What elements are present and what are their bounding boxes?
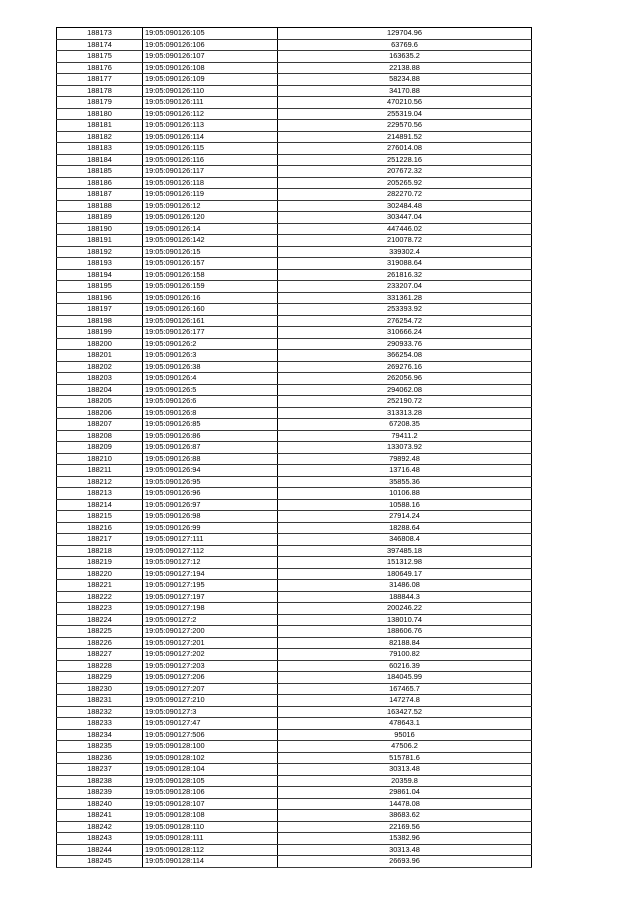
cadastral-number-cell: 19:05:090127:202 xyxy=(143,649,278,661)
table-row xyxy=(57,97,532,109)
row-id-cell: 188202 xyxy=(57,361,143,373)
row-id-cell: 188196 xyxy=(57,292,143,304)
value-cell: 397485.18 xyxy=(278,545,532,557)
value-cell: 26693.96 xyxy=(278,856,532,868)
value-cell: 276014.08 xyxy=(278,143,532,155)
row-id-cell: 188208 xyxy=(57,430,143,442)
value-cell: 14478.08 xyxy=(278,798,532,810)
cadastral-number-cell: 19:05:090127:47 xyxy=(143,718,278,730)
cadastral-number-cell: 19:05:090127:200 xyxy=(143,626,278,638)
row-id-cell: 188242 xyxy=(57,821,143,833)
row-id-cell: 188194 xyxy=(57,269,143,281)
value-cell: 255319.04 xyxy=(278,108,532,120)
value-cell: 346808.4 xyxy=(278,534,532,546)
table-row xyxy=(57,62,532,74)
row-id-cell: 188221 xyxy=(57,580,143,592)
row-id-cell: 188198 xyxy=(57,315,143,327)
cadastral-number-cell: 19:05:090126:38 xyxy=(143,361,278,373)
table-row xyxy=(57,580,532,592)
value-cell: 253393.92 xyxy=(278,304,532,316)
row-id-cell: 188188 xyxy=(57,200,143,212)
cadastral-number-cell: 19:05:090128:114 xyxy=(143,856,278,868)
table-row xyxy=(57,683,532,695)
table-row xyxy=(57,212,532,224)
cadastral-number-cell: 19:05:090127:207 xyxy=(143,683,278,695)
cadastral-number-cell: 19:05:090126:109 xyxy=(143,74,278,86)
table-row xyxy=(57,131,532,143)
cadastral-number-cell: 19:05:090126:87 xyxy=(143,442,278,454)
value-cell: 167465.7 xyxy=(278,683,532,695)
value-cell: 478643.1 xyxy=(278,718,532,730)
table-row xyxy=(57,246,532,258)
value-cell: 313313.28 xyxy=(278,407,532,419)
row-id-cell: 188231 xyxy=(57,695,143,707)
value-cell: 30313.48 xyxy=(278,844,532,856)
row-id-cell: 188203 xyxy=(57,373,143,385)
value-cell: 200246.22 xyxy=(278,603,532,615)
value-cell: 276254.72 xyxy=(278,315,532,327)
table-row xyxy=(57,649,532,661)
value-cell: 319088.64 xyxy=(278,258,532,270)
table-row xyxy=(57,223,532,235)
cadastral-number-cell: 19:05:090128:111 xyxy=(143,833,278,845)
table-row xyxy=(57,626,532,638)
table-row xyxy=(57,614,532,626)
value-cell: 58234.88 xyxy=(278,74,532,86)
cadastral-number-cell: 19:05:090126:97 xyxy=(143,499,278,511)
table-row xyxy=(57,292,532,304)
value-cell: 63769.6 xyxy=(278,39,532,51)
row-id-cell: 188227 xyxy=(57,649,143,661)
value-cell: 79100.82 xyxy=(278,649,532,661)
table-row xyxy=(57,706,532,718)
value-cell: 10106.88 xyxy=(278,488,532,500)
row-id-cell: 188192 xyxy=(57,246,143,258)
table-row xyxy=(57,695,532,707)
cadastral-number-cell: 19:05:090127:2 xyxy=(143,614,278,626)
cadastral-number-cell: 19:05:090128:105 xyxy=(143,775,278,787)
row-id-cell: 188232 xyxy=(57,706,143,718)
table-row xyxy=(57,465,532,477)
row-id-cell: 188190 xyxy=(57,223,143,235)
cadastral-number-cell: 19:05:090126:111 xyxy=(143,97,278,109)
cadastral-number-cell: 19:05:090127:111 xyxy=(143,534,278,546)
table-row xyxy=(57,200,532,212)
table-row xyxy=(57,591,532,603)
value-cell: 147274.8 xyxy=(278,695,532,707)
value-cell: 188844.3 xyxy=(278,591,532,603)
table-row xyxy=(57,361,532,373)
table-row xyxy=(57,85,532,97)
table-row xyxy=(57,189,532,201)
cadastral-number-cell: 19:05:090126:118 xyxy=(143,177,278,189)
row-id-cell: 188201 xyxy=(57,350,143,362)
cadastral-number-cell: 19:05:090127:203 xyxy=(143,660,278,672)
row-id-cell: 188218 xyxy=(57,545,143,557)
cadastral-number-cell: 19:05:090127:198 xyxy=(143,603,278,615)
cadastral-number-cell: 19:05:090126:94 xyxy=(143,465,278,477)
row-id-cell: 188216 xyxy=(57,522,143,534)
row-id-cell: 188200 xyxy=(57,338,143,350)
table-row xyxy=(57,534,532,546)
row-id-cell: 188224 xyxy=(57,614,143,626)
table-row xyxy=(57,798,532,810)
table-row xyxy=(57,568,532,580)
row-id-cell: 188209 xyxy=(57,442,143,454)
row-id-cell: 188210 xyxy=(57,453,143,465)
table-row xyxy=(57,51,532,63)
value-cell: 180649.17 xyxy=(278,568,532,580)
cadastral-number-cell: 19:05:090128:107 xyxy=(143,798,278,810)
table-row xyxy=(57,476,532,488)
row-id-cell: 188195 xyxy=(57,281,143,293)
table-row xyxy=(57,373,532,385)
cadastral-number-cell: 19:05:090126:108 xyxy=(143,62,278,74)
row-id-cell: 188173 xyxy=(57,28,143,40)
row-id-cell: 188220 xyxy=(57,568,143,580)
value-cell: 10588.16 xyxy=(278,499,532,511)
value-cell: 339302.4 xyxy=(278,246,532,258)
value-cell: 470210.56 xyxy=(278,97,532,109)
value-cell: 163635.2 xyxy=(278,51,532,63)
table-row xyxy=(57,304,532,316)
table-row xyxy=(57,603,532,615)
table-row xyxy=(57,453,532,465)
value-cell: 18288.64 xyxy=(278,522,532,534)
table-row xyxy=(57,281,532,293)
table-row xyxy=(57,810,532,822)
table-row xyxy=(57,637,532,649)
value-cell: 129704.96 xyxy=(278,28,532,40)
row-id-cell: 188240 xyxy=(57,798,143,810)
table-body xyxy=(57,28,532,868)
cadastral-number-cell: 19:05:090126:114 xyxy=(143,131,278,143)
cadastral-number-cell: 19:05:090127:201 xyxy=(143,637,278,649)
row-id-cell: 188191 xyxy=(57,235,143,247)
row-id-cell: 188237 xyxy=(57,764,143,776)
cadastral-number-cell: 19:05:090126:85 xyxy=(143,419,278,431)
table-row xyxy=(57,499,532,511)
table-row xyxy=(57,488,532,500)
row-id-cell: 188204 xyxy=(57,384,143,396)
row-id-cell: 188236 xyxy=(57,752,143,764)
row-id-cell: 188205 xyxy=(57,396,143,408)
row-id-cell: 188239 xyxy=(57,787,143,799)
row-id-cell: 188183 xyxy=(57,143,143,155)
cadastral-number-cell: 19:05:090127:210 xyxy=(143,695,278,707)
table-row xyxy=(57,154,532,166)
cadastral-number-cell: 19:05:090127:195 xyxy=(143,580,278,592)
row-id-cell: 188207 xyxy=(57,419,143,431)
table-row xyxy=(57,396,532,408)
value-cell: 261816.32 xyxy=(278,269,532,281)
table-row xyxy=(57,327,532,339)
value-cell: 133073.92 xyxy=(278,442,532,454)
cadastral-number-cell: 19:05:090128:112 xyxy=(143,844,278,856)
cadastral-number-cell: 19:05:090126:157 xyxy=(143,258,278,270)
value-cell: 214891.52 xyxy=(278,131,532,143)
value-cell: 31486.08 xyxy=(278,580,532,592)
value-cell: 79892.48 xyxy=(278,453,532,465)
table-row xyxy=(57,419,532,431)
value-cell: 60216.39 xyxy=(278,660,532,672)
table-row xyxy=(57,108,532,120)
table-row xyxy=(57,430,532,442)
table-row xyxy=(57,28,532,40)
cadastral-number-cell: 19:05:090126:12 xyxy=(143,200,278,212)
cadastral-number-cell: 19:05:090126:160 xyxy=(143,304,278,316)
value-cell: 262056.96 xyxy=(278,373,532,385)
row-id-cell: 188213 xyxy=(57,488,143,500)
value-cell: 252190.72 xyxy=(278,396,532,408)
row-id-cell: 188223 xyxy=(57,603,143,615)
table-row xyxy=(57,511,532,523)
value-cell: 251228.16 xyxy=(278,154,532,166)
cadastral-number-cell: 19:05:090126:99 xyxy=(143,522,278,534)
table-row xyxy=(57,39,532,51)
table-row xyxy=(57,120,532,132)
row-id-cell: 188217 xyxy=(57,534,143,546)
table-row xyxy=(57,442,532,454)
row-id-cell: 188211 xyxy=(57,465,143,477)
value-cell: 95016 xyxy=(278,729,532,741)
row-id-cell: 188182 xyxy=(57,131,143,143)
cadastral-number-cell: 19:05:090126:15 xyxy=(143,246,278,258)
row-id-cell: 188178 xyxy=(57,85,143,97)
table-row xyxy=(57,764,532,776)
value-cell: 47506.2 xyxy=(278,741,532,753)
value-cell: 35855.36 xyxy=(278,476,532,488)
row-id-cell: 188230 xyxy=(57,683,143,695)
cadastral-number-cell: 19:05:090126:8 xyxy=(143,407,278,419)
table-row xyxy=(57,741,532,753)
value-cell: 151312.98 xyxy=(278,557,532,569)
table-row xyxy=(57,166,532,178)
row-id-cell: 188197 xyxy=(57,304,143,316)
table-row xyxy=(57,718,532,730)
row-id-cell: 188245 xyxy=(57,856,143,868)
cadastral-number-cell: 19:05:090126:158 xyxy=(143,269,278,281)
table-row xyxy=(57,350,532,362)
value-cell: 207672.32 xyxy=(278,166,532,178)
value-cell: 163427.52 xyxy=(278,706,532,718)
row-id-cell: 188234 xyxy=(57,729,143,741)
row-id-cell: 188229 xyxy=(57,672,143,684)
cadastral-number-cell: 19:05:090126:115 xyxy=(143,143,278,155)
data-table xyxy=(56,27,532,868)
row-id-cell: 188235 xyxy=(57,741,143,753)
value-cell: 22138.88 xyxy=(278,62,532,74)
value-cell: 138010.74 xyxy=(278,614,532,626)
table-row xyxy=(57,74,532,86)
row-id-cell: 188228 xyxy=(57,660,143,672)
value-cell: 188606.76 xyxy=(278,626,532,638)
table-row xyxy=(57,752,532,764)
value-cell: 38683.62 xyxy=(278,810,532,822)
table-row xyxy=(57,315,532,327)
cadastral-number-cell: 19:05:090127:112 xyxy=(143,545,278,557)
row-id-cell: 188244 xyxy=(57,844,143,856)
table-row xyxy=(57,856,532,868)
cadastral-number-cell: 19:05:090126:110 xyxy=(143,85,278,97)
row-id-cell: 188226 xyxy=(57,637,143,649)
cadastral-number-cell: 19:05:090126:119 xyxy=(143,189,278,201)
row-id-cell: 188206 xyxy=(57,407,143,419)
table-row xyxy=(57,407,532,419)
table-row xyxy=(57,775,532,787)
table-row xyxy=(57,269,532,281)
row-id-cell: 188214 xyxy=(57,499,143,511)
row-id-cell: 188174 xyxy=(57,39,143,51)
value-cell: 29861.04 xyxy=(278,787,532,799)
value-cell: 184045.99 xyxy=(278,672,532,684)
row-id-cell: 188181 xyxy=(57,120,143,132)
table-row xyxy=(57,522,532,534)
row-id-cell: 188225 xyxy=(57,626,143,638)
cadastral-number-cell: 19:05:090126:3 xyxy=(143,350,278,362)
cadastral-number-cell: 19:05:090128:102 xyxy=(143,752,278,764)
row-id-cell: 188179 xyxy=(57,97,143,109)
cadastral-number-cell: 19:05:090127:3 xyxy=(143,706,278,718)
cadastral-number-cell: 19:05:090126:14 xyxy=(143,223,278,235)
row-id-cell: 188175 xyxy=(57,51,143,63)
row-id-cell: 188189 xyxy=(57,212,143,224)
cadastral-number-cell: 19:05:090126:105 xyxy=(143,28,278,40)
table-row xyxy=(57,235,532,247)
value-cell: 282270.72 xyxy=(278,189,532,201)
table-row xyxy=(57,844,532,856)
cadastral-number-cell: 19:05:090126:177 xyxy=(143,327,278,339)
table-row xyxy=(57,787,532,799)
cadastral-number-cell: 19:05:090128:100 xyxy=(143,741,278,753)
row-id-cell: 188180 xyxy=(57,108,143,120)
row-id-cell: 188185 xyxy=(57,166,143,178)
value-cell: 447446.02 xyxy=(278,223,532,235)
table-row xyxy=(57,821,532,833)
cadastral-number-cell: 19:05:090126:117 xyxy=(143,166,278,178)
cadastral-number-cell: 19:05:090127:197 xyxy=(143,591,278,603)
value-cell: 302484.48 xyxy=(278,200,532,212)
cadastral-number-cell: 19:05:090127:12 xyxy=(143,557,278,569)
value-cell: 15382.96 xyxy=(278,833,532,845)
table-row xyxy=(57,729,532,741)
table-row xyxy=(57,833,532,845)
row-id-cell: 188193 xyxy=(57,258,143,270)
table-row xyxy=(57,557,532,569)
row-id-cell: 188238 xyxy=(57,775,143,787)
cadastral-number-cell: 19:05:090127:506 xyxy=(143,729,278,741)
value-cell: 22169.56 xyxy=(278,821,532,833)
value-cell: 27914.24 xyxy=(278,511,532,523)
cadastral-number-cell: 19:05:090126:95 xyxy=(143,476,278,488)
cadastral-number-cell: 19:05:090126:142 xyxy=(143,235,278,247)
cadastral-number-cell: 19:05:090128:104 xyxy=(143,764,278,776)
row-id-cell: 188241 xyxy=(57,810,143,822)
value-cell: 290933.76 xyxy=(278,338,532,350)
cadastral-number-cell: 19:05:090126:86 xyxy=(143,430,278,442)
row-id-cell: 188243 xyxy=(57,833,143,845)
row-id-cell: 188186 xyxy=(57,177,143,189)
row-id-cell: 188222 xyxy=(57,591,143,603)
cadastral-number-cell: 19:05:090128:110 xyxy=(143,821,278,833)
row-id-cell: 188212 xyxy=(57,476,143,488)
value-cell: 205265.92 xyxy=(278,177,532,189)
table-row xyxy=(57,258,532,270)
value-cell: 294062.08 xyxy=(278,384,532,396)
cadastral-number-cell: 19:05:090127:194 xyxy=(143,568,278,580)
value-cell: 269276.16 xyxy=(278,361,532,373)
cadastral-number-cell: 19:05:090126:4 xyxy=(143,373,278,385)
cadastral-number-cell: 19:05:090126:161 xyxy=(143,315,278,327)
value-cell: 366254.08 xyxy=(278,350,532,362)
cadastral-number-cell: 19:05:090126:2 xyxy=(143,338,278,350)
table-row xyxy=(57,177,532,189)
cadastral-number-cell: 19:05:090126:88 xyxy=(143,453,278,465)
row-id-cell: 188187 xyxy=(57,189,143,201)
value-cell: 229570.56 xyxy=(278,120,532,132)
table-row xyxy=(57,384,532,396)
value-cell: 79411.2 xyxy=(278,430,532,442)
table-row xyxy=(57,143,532,155)
value-cell: 331361.28 xyxy=(278,292,532,304)
row-id-cell: 188176 xyxy=(57,62,143,74)
cadastral-number-cell: 19:05:090126:98 xyxy=(143,511,278,523)
cadastral-number-cell: 19:05:090126:16 xyxy=(143,292,278,304)
table-row xyxy=(57,672,532,684)
cadastral-number-cell: 19:05:090126:159 xyxy=(143,281,278,293)
value-cell: 303447.04 xyxy=(278,212,532,224)
value-cell: 67208.35 xyxy=(278,419,532,431)
table-row xyxy=(57,338,532,350)
table-row xyxy=(57,660,532,672)
value-cell: 34170.88 xyxy=(278,85,532,97)
row-id-cell: 188215 xyxy=(57,511,143,523)
value-cell: 310666.24 xyxy=(278,327,532,339)
cadastral-number-cell: 19:05:090127:206 xyxy=(143,672,278,684)
cadastral-number-cell: 19:05:090126:6 xyxy=(143,396,278,408)
row-id-cell: 188177 xyxy=(57,74,143,86)
cadastral-number-cell: 19:05:090128:108 xyxy=(143,810,278,822)
value-cell: 13716.48 xyxy=(278,465,532,477)
row-id-cell: 188199 xyxy=(57,327,143,339)
value-cell: 210078.72 xyxy=(278,235,532,247)
table-row xyxy=(57,545,532,557)
cadastral-number-cell: 19:05:090126:112 xyxy=(143,108,278,120)
cadastral-number-cell: 19:05:090128:106 xyxy=(143,787,278,799)
value-cell: 82188.84 xyxy=(278,637,532,649)
value-cell: 30313.48 xyxy=(278,764,532,776)
cadastral-number-cell: 19:05:090126:96 xyxy=(143,488,278,500)
row-id-cell: 188219 xyxy=(57,557,143,569)
cadastral-number-cell: 19:05:090126:116 xyxy=(143,154,278,166)
row-id-cell: 188233 xyxy=(57,718,143,730)
cadastral-number-cell: 19:05:090126:5 xyxy=(143,384,278,396)
cadastral-number-cell: 19:05:090126:106 xyxy=(143,39,278,51)
cadastral-number-cell: 19:05:090126:107 xyxy=(143,51,278,63)
value-cell: 515781.6 xyxy=(278,752,532,764)
row-id-cell: 188184 xyxy=(57,154,143,166)
cadastral-number-cell: 19:05:090126:120 xyxy=(143,212,278,224)
value-cell: 233207.04 xyxy=(278,281,532,293)
value-cell: 20359.8 xyxy=(278,775,532,787)
cadastral-number-cell: 19:05:090126:113 xyxy=(143,120,278,132)
